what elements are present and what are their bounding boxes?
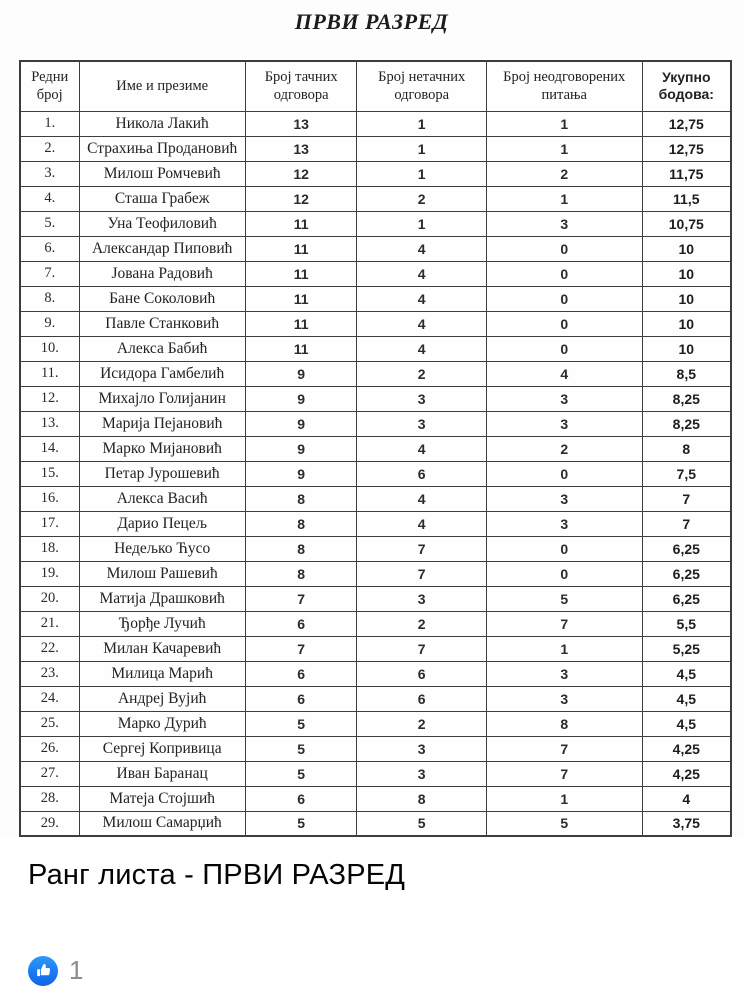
unanswered-cell: 0 [486,461,642,486]
incorrect-cell: 1 [357,161,486,186]
rank-cell: 22. [20,636,79,661]
unanswered-cell: 5 [486,811,642,836]
total-cell: 3,75 [642,811,731,836]
table-row [20,711,731,736]
table-row [20,811,731,836]
total-cell: 10 [642,336,731,361]
unanswered-cell: 0 [486,236,642,261]
rank-cell: 1. [20,111,79,136]
incorrect-cell: 4 [357,486,486,511]
name-cell: Милош Самарџић [79,811,245,836]
total-cell: 12,75 [642,111,731,136]
like-count[interactable]: 1 [69,955,84,985]
unanswered-cell: 3 [486,661,642,686]
table-row [20,786,731,811]
unanswered-cell: 0 [486,261,642,286]
unanswered-cell: 0 [486,561,642,586]
incorrect-cell: 3 [357,736,486,761]
correct-cell: 7 [245,586,357,611]
table-row [20,236,731,261]
name-cell: Матеја Стојшић [79,786,245,811]
correct-cell: 9 [245,436,357,461]
name-cell: Алекса Бабић [79,336,245,361]
incorrect-cell: 8 [357,786,486,811]
table-row [20,136,731,161]
rank-cell: 6. [20,236,79,261]
incorrect-cell: 7 [357,561,486,586]
incorrect-cell: 5 [357,811,486,836]
total-cell: 5,25 [642,636,731,661]
table-row [20,436,731,461]
rank-cell: 14. [20,436,79,461]
incorrect-cell: 4 [357,511,486,536]
name-cell: Сташа Грабеж [79,186,245,211]
incorrect-cell: 3 [357,586,486,611]
header-total: Укупно бодова: [642,61,731,111]
total-cell: 4,25 [642,736,731,761]
table-row [20,336,731,361]
rank-cell: 18. [20,536,79,561]
total-cell: 4,5 [642,711,731,736]
table-row [20,461,731,486]
unanswered-cell: 1 [486,111,642,136]
incorrect-cell: 3 [357,411,486,436]
correct-cell: 11 [245,261,357,286]
rank-cell: 25. [20,711,79,736]
incorrect-cell: 2 [357,611,486,636]
correct-cell: 8 [245,511,357,536]
document-title: ПРВИ РАЗРЕД [294,9,449,34]
name-cell: Милан Качаревић [79,636,245,661]
unanswered-cell: 4 [486,361,642,386]
name-cell: Милош Ромчевић [79,161,245,186]
unanswered-cell: 1 [486,786,642,811]
correct-cell: 9 [245,461,357,486]
correct-cell: 5 [245,761,357,786]
unanswered-cell: 2 [486,161,642,186]
unanswered-cell: 8 [486,711,642,736]
total-cell: 10 [642,236,731,261]
total-cell: 10 [642,261,731,286]
table-row [20,111,731,136]
total-cell: 11,75 [642,161,731,186]
table-row [20,486,731,511]
correct-cell: 11 [245,336,357,361]
correct-cell: 6 [245,786,357,811]
total-cell: 4,5 [642,686,731,711]
correct-cell: 6 [245,686,357,711]
unanswered-cell: 3 [486,686,642,711]
rank-cell: 2. [20,136,79,161]
total-cell: 8,25 [642,386,731,411]
unanswered-cell: 2 [486,436,642,461]
name-cell: Марија Пејановић [79,411,245,436]
name-cell: Дарио Пецељ [79,511,245,536]
table-row [20,611,731,636]
rank-cell: 10. [20,336,79,361]
name-cell: Милош Рашевић [79,561,245,586]
name-cell: Недељко Ћусо [79,536,245,561]
correct-cell: 9 [245,386,357,411]
incorrect-cell: 7 [357,636,486,661]
unanswered-cell: 0 [486,336,642,361]
incorrect-cell: 4 [357,261,486,286]
total-cell: 7 [642,486,731,511]
total-cell: 6,25 [642,561,731,586]
total-cell: 5,5 [642,611,731,636]
rank-cell: 13. [20,411,79,436]
correct-cell: 6 [245,661,357,686]
rank-cell: 16. [20,486,79,511]
rank-cell: 28. [20,786,79,811]
unanswered-cell: 7 [486,736,642,761]
table-row [20,361,731,386]
correct-cell: 11 [245,286,357,311]
correct-cell: 5 [245,736,357,761]
correct-cell: 9 [245,411,357,436]
total-cell: 10 [642,311,731,336]
unanswered-cell: 5 [486,586,642,611]
rank-cell: 15. [20,461,79,486]
incorrect-cell: 3 [357,386,486,411]
name-cell: Павле Станковић [79,311,245,336]
table-row [20,636,731,661]
rank-cell: 9. [20,311,79,336]
rank-cell: 5. [20,211,79,236]
correct-cell: 12 [245,186,357,211]
unanswered-cell: 3 [486,411,642,436]
incorrect-cell: 4 [357,436,486,461]
name-cell: Ђорђе Лучић [79,611,245,636]
total-cell: 4,25 [642,761,731,786]
incorrect-cell: 6 [357,686,486,711]
total-cell: 6,25 [642,536,731,561]
correct-cell: 5 [245,811,357,836]
table-header-row [20,61,731,111]
correct-cell: 9 [245,361,357,386]
name-cell: Јована Радовић [79,261,245,286]
header-incorrect: Број нетачних одговора [357,61,486,111]
unanswered-cell: 0 [486,311,642,336]
unanswered-cell: 0 [486,536,642,561]
incorrect-cell: 4 [357,311,486,336]
unanswered-cell: 1 [486,186,642,211]
incorrect-cell: 1 [357,136,486,161]
table-row [20,211,731,236]
correct-cell: 8 [245,486,357,511]
total-cell: 7,5 [642,461,731,486]
name-cell: Матија Драшковић [79,586,245,611]
post-caption: Ранг листа - ПРВИ РАЗРЕД [28,859,406,891]
name-cell: Сергеј Копривица [79,736,245,761]
table-row [20,261,731,286]
correct-cell: 11 [245,211,357,236]
name-cell: Бане Соколовић [79,286,245,311]
total-cell: 7 [642,511,731,536]
correct-cell: 8 [245,536,357,561]
rank-cell: 4. [20,186,79,211]
unanswered-cell: 3 [486,511,642,536]
name-cell: Марко Дурић [79,711,245,736]
total-cell: 6,25 [642,586,731,611]
incorrect-cell: 6 [357,461,486,486]
correct-cell: 13 [245,136,357,161]
correct-cell: 5 [245,711,357,736]
incorrect-cell: 4 [357,286,486,311]
name-cell: Уна Теофиловић [79,211,245,236]
rank-cell: 23. [20,661,79,686]
unanswered-cell: 1 [486,636,642,661]
table-row [20,736,731,761]
header-correct: Број тачних одговора [245,61,357,111]
unanswered-cell: 3 [486,386,642,411]
total-cell: 10,75 [642,211,731,236]
name-cell: Иван Баранац [79,761,245,786]
unanswered-cell: 1 [486,136,642,161]
table-row [20,586,731,611]
table-row [20,411,731,436]
rank-cell: 17. [20,511,79,536]
total-cell: 11,5 [642,186,731,211]
total-cell: 8,25 [642,411,731,436]
incorrect-cell: 1 [357,211,486,236]
table-row [20,186,731,211]
incorrect-cell: 2 [357,711,486,736]
incorrect-cell: 4 [357,236,486,261]
rank-cell: 21. [20,611,79,636]
total-cell: 10 [642,286,731,311]
name-cell: Петар Јурошевић [79,461,245,486]
table-row [20,661,731,686]
header-name: Име и презиме [79,61,245,111]
name-cell: Никола Лакић [79,111,245,136]
table-row [20,511,731,536]
name-cell: Алекса Васић [79,486,245,511]
correct-cell: 8 [245,561,357,586]
correct-cell: 11 [245,236,357,261]
name-cell: Страхиња Продановић [79,136,245,161]
incorrect-cell: 1 [357,111,486,136]
name-cell: Александар Пиповић [79,236,245,261]
rank-cell: 11. [20,361,79,386]
name-cell: Милица Марић [79,661,245,686]
incorrect-cell: 2 [357,361,486,386]
rank-cell: 19. [20,561,79,586]
table-row [20,311,731,336]
unanswered-cell: 3 [486,486,642,511]
correct-cell: 6 [245,611,357,636]
unanswered-cell: 7 [486,611,642,636]
header-rank: Редни број [20,61,79,111]
correct-cell: 7 [245,636,357,661]
table-row [20,761,731,786]
table-row [20,686,731,711]
correct-cell: 11 [245,311,357,336]
incorrect-cell: 4 [357,336,486,361]
rank-cell: 26. [20,736,79,761]
unanswered-cell: 7 [486,761,642,786]
incorrect-cell: 2 [357,186,486,211]
table-row [20,286,731,311]
table-row [20,386,731,411]
reactions-bar[interactable] [28,955,83,986]
rank-cell: 20. [20,586,79,611]
correct-cell: 13 [245,111,357,136]
name-cell: Исидора Гамбелић [79,361,245,386]
table-row [20,536,731,561]
unanswered-cell: 3 [486,211,642,236]
rank-cell: 12. [20,386,79,411]
rank-cell: 27. [20,761,79,786]
incorrect-cell: 6 [357,661,486,686]
table-row [20,161,731,186]
rank-table [19,60,732,837]
total-cell: 4 [642,786,731,811]
table-row [20,561,731,586]
header-unanswered: Број неодговорених питања [486,61,642,111]
name-cell: Михајло Голијанин [79,386,245,411]
total-cell: 8,5 [642,361,731,386]
incorrect-cell: 7 [357,536,486,561]
total-cell: 12,75 [642,136,731,161]
total-cell: 8 [642,436,731,461]
total-cell: 4,5 [642,661,731,686]
correct-cell: 12 [245,161,357,186]
incorrect-cell: 3 [357,761,486,786]
rank-cell: 7. [20,261,79,286]
rank-cell: 24. [20,686,79,711]
rank-cell: 8. [20,286,79,311]
name-cell: Андреј Вујић [79,686,245,711]
rank-cell: 29. [20,811,79,836]
thumbs-up-icon[interactable] [28,956,58,986]
unanswered-cell: 0 [486,286,642,311]
name-cell: Марко Мијановић [79,436,245,461]
rank-cell: 3. [20,161,79,186]
